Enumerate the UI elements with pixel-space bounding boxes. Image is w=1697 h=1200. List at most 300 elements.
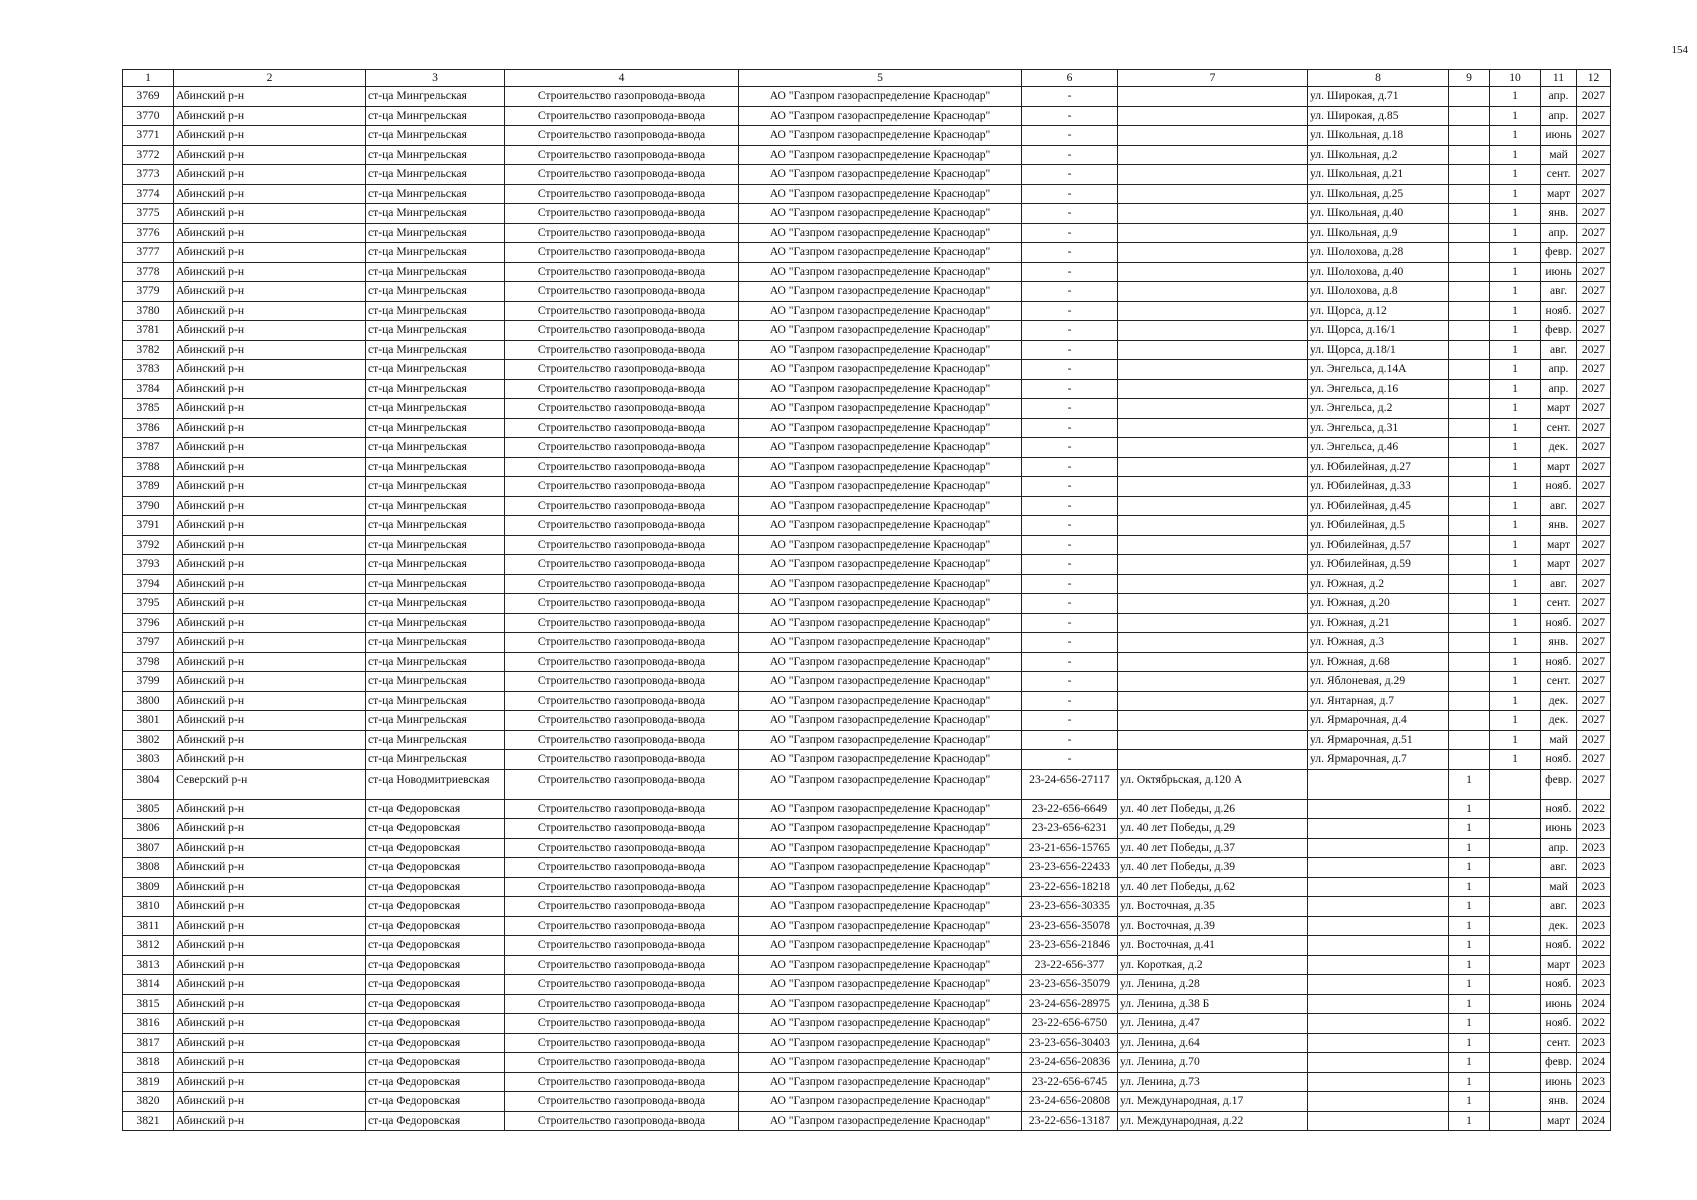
table-row [123,936,1611,956]
address-cell [1118,633,1308,653]
work-type-cell: Строительство газопровода-ввода [505,223,739,243]
organization-cell: АО "Газпром газораспределение Краснодар" [739,672,1022,692]
settlement-cell: ст-ца Мингрельская [366,321,505,341]
settlement-cell: ст-ца Мингрельская [366,379,505,399]
settlement-cell: ст-ца Мингрельская [366,535,505,555]
district-cell: Абинский р-н [174,1033,366,1053]
year-cell: 2027 [1577,360,1611,380]
table-row [123,457,1611,477]
district-cell: Абинский р-н [174,165,366,185]
organization-cell: АО "Газпром газораспределение Краснодар" [739,360,1022,380]
count-a-cell: 1 [1449,799,1490,819]
row-number: 3793 [123,555,174,575]
district-cell: Абинский р-н [174,1092,366,1112]
table-row [123,613,1611,633]
work-type-cell: Строительство газопровода-ввода [505,145,739,165]
settlement-cell: ст-ца Федоровская [366,858,505,878]
year-cell: 2027 [1577,399,1611,419]
address-cell [1118,184,1308,204]
month-cell: нояб. [1541,799,1577,819]
table-row [123,496,1611,516]
organization-cell: АО "Газпром газораспределение Краснодар" [739,223,1022,243]
count-a-cell: 1 [1449,955,1490,975]
address-cell [1118,457,1308,477]
table-row [123,955,1611,975]
count-b-cell: 1 [1490,418,1541,438]
month-cell: янв. [1541,1092,1577,1112]
district-cell: Абинский р-н [174,106,366,126]
month-cell: март [1541,184,1577,204]
application-number-cell: - [1022,360,1118,380]
application-number-cell: 23-22-656-6649 [1022,799,1118,819]
address-alt-cell [1308,799,1449,819]
year-cell: 2027 [1577,243,1611,263]
column-header: 5 [739,70,1022,87]
district-cell: Абинский р-н [174,750,366,770]
count-b-cell: 1 [1490,711,1541,731]
work-type-cell: Строительство газопровода-ввода [505,574,739,594]
table-row [123,204,1611,224]
settlement-cell: ст-ца Мингрельская [366,613,505,633]
year-cell: 2023 [1577,1033,1611,1053]
address-alt-cell: ул. Южная, д.68 [1308,652,1449,672]
district-cell: Абинский р-н [174,858,366,878]
count-a-cell [1449,633,1490,653]
address-cell [1118,282,1308,302]
column-header: 10 [1490,70,1541,87]
organization-cell: АО "Газпром газораспределение Краснодар" [739,975,1022,995]
organization-cell: АО "Газпром газораспределение Краснодар" [739,516,1022,536]
count-b-cell: 1 [1490,223,1541,243]
address-cell [1118,672,1308,692]
table-row [123,126,1611,146]
organization-cell: АО "Газпром газораспределение Краснодар" [739,838,1022,858]
address-alt-cell [1308,858,1449,878]
organization-cell: АО "Газпром газораспределение Краснодар" [739,1092,1022,1112]
work-type-cell: Строительство газопровода-ввода [505,633,739,653]
settlement-cell: ст-ца Федоровская [366,1053,505,1073]
application-number-cell: - [1022,574,1118,594]
month-cell: дек. [1541,711,1577,731]
address-cell [1118,730,1308,750]
work-type-cell: Строительство газопровода-ввода [505,936,739,956]
count-b-cell: 1 [1490,633,1541,653]
year-cell: 2027 [1577,126,1611,146]
address-alt-cell [1308,838,1449,858]
address-cell: ул. Восточная, д.41 [1118,936,1308,956]
application-number-cell: 23-23-656-30403 [1022,1033,1118,1053]
address-cell: ул. Октябрьская, д.120 А [1118,769,1308,799]
month-cell: февр. [1541,769,1577,799]
settlement-cell: ст-ца Федоровская [366,936,505,956]
application-number-cell: - [1022,691,1118,711]
year-cell: 2027 [1577,106,1611,126]
row-number: 3804 [123,769,174,799]
district-cell: Абинский р-н [174,262,366,282]
year-cell: 2027 [1577,379,1611,399]
settlement-cell: ст-ца Федоровская [366,994,505,1014]
work-type-cell: Строительство газопровода-ввода [505,1033,739,1053]
column-header: 2 [174,70,366,87]
table-row [123,594,1611,614]
work-type-cell: Строительство газопровода-ввода [505,340,739,360]
organization-cell: АО "Газпром газораспределение Краснодар" [739,262,1022,282]
organization-cell: АО "Газпром газораспределение Краснодар" [739,301,1022,321]
address-cell: ул. 40 лет Победы, д.62 [1118,877,1308,897]
district-cell: Абинский р-н [174,126,366,146]
column-header: 6 [1022,70,1118,87]
row-number: 3811 [123,916,174,936]
table-row [123,1053,1611,1073]
row-number: 3773 [123,165,174,185]
settlement-cell: ст-ца Мингрельская [366,633,505,653]
application-number-cell: - [1022,106,1118,126]
application-number-cell: - [1022,126,1118,146]
application-number-cell: - [1022,613,1118,633]
table-row [123,672,1611,692]
count-a-cell: 1 [1449,1033,1490,1053]
count-a-cell: 1 [1449,1014,1490,1034]
table-row [123,750,1611,770]
month-cell: февр. [1541,321,1577,341]
table-row [123,652,1611,672]
work-type-cell: Строительство газопровода-ввода [505,516,739,536]
work-type-cell: Строительство газопровода-ввода [505,87,739,107]
district-cell: Абинский р-н [174,477,366,497]
row-number: 3813 [123,955,174,975]
organization-cell: АО "Газпром газораспределение Краснодар" [739,457,1022,477]
table-row [123,897,1611,917]
column-header: 3 [366,70,505,87]
address-alt-cell: ул. Юбилейная, д.45 [1308,496,1449,516]
district-cell: Абинский р-н [174,691,366,711]
organization-cell: АО "Газпром газораспределение Краснодар" [739,613,1022,633]
settlement-cell: ст-ца Мингрельская [366,262,505,282]
year-cell: 2027 [1577,223,1611,243]
work-type-cell: Строительство газопровода-ввода [505,711,739,731]
work-type-cell: Строительство газопровода-ввода [505,477,739,497]
address-alt-cell: ул. Шолохова, д.28 [1308,243,1449,263]
organization-cell: АО "Газпром газораспределение Краснодар" [739,555,1022,575]
month-cell: янв. [1541,516,1577,536]
organization-cell: АО "Газпром газораспределение Краснодар" [739,858,1022,878]
count-b-cell: 1 [1490,340,1541,360]
count-b-cell [1490,769,1541,799]
row-number: 3781 [123,321,174,341]
row-number: 3791 [123,516,174,536]
organization-cell: АО "Газпром газораспределение Краснодар" [739,652,1022,672]
year-cell: 2027 [1577,613,1611,633]
application-number-cell: - [1022,321,1118,341]
settlement-cell: ст-ца Мингрельская [366,555,505,575]
address-alt-cell: ул. Школьная, д.18 [1308,126,1449,146]
application-number-cell: - [1022,652,1118,672]
table-body [123,87,1611,1131]
count-a-cell: 1 [1449,897,1490,917]
table-row [123,994,1611,1014]
year-cell: 2027 [1577,87,1611,107]
address-cell [1118,87,1308,107]
organization-cell: АО "Газпром газораспределение Краснодар" [739,1111,1022,1131]
count-a-cell: 1 [1449,858,1490,878]
address-alt-cell: ул. Юбилейная, д.5 [1308,516,1449,536]
settlement-cell: ст-ца Мингрельская [366,418,505,438]
table-row [123,87,1611,107]
organization-cell: АО "Газпром газораспределение Краснодар" [739,574,1022,594]
settlement-cell: ст-ца Федоровская [366,897,505,917]
page-number: 154 [1671,44,1688,56]
work-type-cell: Строительство газопровода-ввода [505,1014,739,1034]
organization-cell: АО "Газпром газораспределение Краснодар" [739,87,1022,107]
month-cell: март [1541,457,1577,477]
count-b-cell [1490,1033,1541,1053]
count-b-cell [1490,838,1541,858]
count-a-cell [1449,204,1490,224]
application-number-cell: 23-24-656-20808 [1022,1092,1118,1112]
settlement-cell: ст-ца Мингрельская [366,477,505,497]
count-a-cell [1449,243,1490,263]
organization-cell: АО "Газпром газораспределение Краснодар" [739,1033,1022,1053]
table-row [123,516,1611,536]
month-cell: авг. [1541,340,1577,360]
count-a-cell [1449,438,1490,458]
count-a-cell: 1 [1449,1092,1490,1112]
row-number: 3816 [123,1014,174,1034]
table-row [123,340,1611,360]
application-number-cell: - [1022,535,1118,555]
address-cell [1118,418,1308,438]
organization-cell: АО "Газпром газораспределение Краснодар" [739,379,1022,399]
count-b-cell [1490,994,1541,1014]
table-header [123,70,1611,87]
month-cell: май [1541,145,1577,165]
application-number-cell: - [1022,340,1118,360]
organization-cell: АО "Газпром газораспределение Краснодар" [739,496,1022,516]
work-type-cell: Строительство газопровода-ввода [505,360,739,380]
address-alt-cell: ул. Янтарная, д.7 [1308,691,1449,711]
work-type-cell: Строительство газопровода-ввода [505,975,739,995]
count-a-cell [1449,360,1490,380]
year-cell: 2023 [1577,838,1611,858]
month-cell: март [1541,535,1577,555]
year-cell: 2027 [1577,535,1611,555]
table-row [123,360,1611,380]
address-alt-cell: ул. Юбилейная, д.59 [1308,555,1449,575]
column-header: 9 [1449,70,1490,87]
month-cell: сент. [1541,165,1577,185]
settlement-cell: ст-ца Федоровская [366,799,505,819]
address-cell [1118,223,1308,243]
month-cell: июнь [1541,262,1577,282]
row-number: 3779 [123,282,174,302]
settlement-cell: ст-ца Мингрельская [366,145,505,165]
table-row [123,691,1611,711]
district-cell: Абинский р-н [174,711,366,731]
count-b-cell: 1 [1490,165,1541,185]
month-cell: дек. [1541,916,1577,936]
organization-cell: АО "Газпром газораспределение Краснодар" [739,730,1022,750]
row-number: 3783 [123,360,174,380]
address-alt-cell: ул. Школьная, д.21 [1308,165,1449,185]
count-b-cell: 1 [1490,379,1541,399]
application-number-cell: - [1022,672,1118,692]
application-number-cell: - [1022,165,1118,185]
district-cell: Абинский р-н [174,399,366,419]
count-a-cell [1449,730,1490,750]
organization-cell: АО "Газпром газораспределение Краснодар" [739,399,1022,419]
address-alt-cell: ул. Яблоневая, д.29 [1308,672,1449,692]
column-header: 8 [1308,70,1449,87]
count-a-cell [1449,594,1490,614]
address-cell [1118,379,1308,399]
column-header: 4 [505,70,739,87]
count-b-cell: 1 [1490,282,1541,302]
application-number-cell: - [1022,399,1118,419]
month-cell: сент. [1541,418,1577,438]
application-number-cell: - [1022,184,1118,204]
address-cell [1118,477,1308,497]
row-number: 3798 [123,652,174,672]
count-b-cell: 1 [1490,321,1541,341]
district-cell: Абинский р-н [174,936,366,956]
application-number-cell: - [1022,555,1118,575]
month-cell: апр. [1541,838,1577,858]
organization-cell: АО "Газпром газораспределение Краснодар" [739,711,1022,731]
year-cell: 2027 [1577,594,1611,614]
address-alt-cell: ул. Щорса, д.16/1 [1308,321,1449,341]
application-number-cell: - [1022,243,1118,263]
row-number: 3785 [123,399,174,419]
count-a-cell [1449,535,1490,555]
table-row [123,555,1611,575]
work-type-cell: Строительство газопровода-ввода [505,819,739,839]
district-cell: Абинский р-н [174,613,366,633]
count-a-cell [1449,379,1490,399]
settlement-cell: ст-ца Мингрельская [366,204,505,224]
count-b-cell: 1 [1490,243,1541,263]
count-a-cell: 1 [1449,838,1490,858]
row-number: 3778 [123,262,174,282]
count-b-cell: 1 [1490,750,1541,770]
row-number: 3792 [123,535,174,555]
row-number: 3795 [123,594,174,614]
count-b-cell [1490,877,1541,897]
month-cell: апр. [1541,106,1577,126]
settlement-cell: ст-ца Мингрельская [366,516,505,536]
address-alt-cell [1308,1092,1449,1112]
application-number-cell: - [1022,516,1118,536]
address-alt-cell: ул. Школьная, д.25 [1308,184,1449,204]
table-row [123,730,1611,750]
address-alt-cell: ул. Энгельса, д.2 [1308,399,1449,419]
table-row [123,535,1611,555]
row-number: 3815 [123,994,174,1014]
address-alt-cell: ул. Ярмарочная, д.51 [1308,730,1449,750]
count-a-cell [1449,106,1490,126]
table-row [123,418,1611,438]
address-alt-cell [1308,897,1449,917]
work-type-cell: Строительство газопровода-ввода [505,955,739,975]
year-cell: 2027 [1577,750,1611,770]
organization-cell: АО "Газпром газораспределение Краснодар" [739,321,1022,341]
district-cell: Абинский р-н [174,955,366,975]
address-cell: ул. 40 лет Победы, д.37 [1118,838,1308,858]
table-row [123,106,1611,126]
district-cell: Абинский р-н [174,243,366,263]
table-row [123,858,1611,878]
address-cell [1118,613,1308,633]
year-cell: 2023 [1577,819,1611,839]
row-number: 3775 [123,204,174,224]
row-number: 3817 [123,1033,174,1053]
district-cell: Абинский р-н [174,838,366,858]
year-cell: 2022 [1577,1014,1611,1034]
year-cell: 2027 [1577,418,1611,438]
work-type-cell: Строительство газопровода-ввода [505,691,739,711]
table-row [123,262,1611,282]
address-cell [1118,516,1308,536]
table-row [123,975,1611,995]
address-cell [1118,340,1308,360]
work-type-cell: Строительство газопровода-ввода [505,438,739,458]
count-a-cell [1449,87,1490,107]
address-alt-cell [1308,1072,1449,1092]
count-a-cell: 1 [1449,916,1490,936]
count-a-cell: 1 [1449,994,1490,1014]
district-cell: Абинский р-н [174,633,366,653]
year-cell: 2024 [1577,994,1611,1014]
count-b-cell: 1 [1490,574,1541,594]
address-alt-cell: ул. Юбилейная, д.27 [1308,457,1449,477]
settlement-cell: ст-ца Новодмитриевская [366,769,505,799]
district-cell: Абинский р-н [174,1111,366,1131]
settlement-cell: ст-ца Мингрельская [366,223,505,243]
address-alt-cell: ул. Южная, д.21 [1308,613,1449,633]
settlement-cell: ст-ца Федоровская [366,1111,505,1131]
address-cell [1118,243,1308,263]
work-type-cell: Строительство газопровода-ввода [505,165,739,185]
settlement-cell: ст-ца Федоровская [366,1014,505,1034]
organization-cell: АО "Газпром газораспределение Краснодар" [739,1072,1022,1092]
count-b-cell: 1 [1490,652,1541,672]
table-row [123,477,1611,497]
address-alt-cell [1308,769,1449,799]
district-cell: Абинский р-н [174,184,366,204]
application-number-cell: 23-22-656-6750 [1022,1014,1118,1034]
address-cell: ул. Ленина, д.47 [1118,1014,1308,1034]
count-a-cell [1449,165,1490,185]
address-alt-cell [1308,955,1449,975]
application-number-cell: - [1022,496,1118,516]
organization-cell: АО "Газпром газораспределение Краснодар" [739,691,1022,711]
month-cell: авг. [1541,282,1577,302]
table-row [123,819,1611,839]
work-type-cell: Строительство газопровода-ввода [505,262,739,282]
settlement-cell: ст-ца Мингрельская [366,184,505,204]
work-type-cell: Строительство газопровода-ввода [505,106,739,126]
address-cell: ул. Ленина, д.64 [1118,1033,1308,1053]
application-number-cell: - [1022,438,1118,458]
application-number-cell: 23-24-656-27117 [1022,769,1118,799]
count-b-cell [1490,916,1541,936]
row-number: 3799 [123,672,174,692]
settlement-cell: ст-ца Мингрельская [366,457,505,477]
count-a-cell: 1 [1449,1072,1490,1092]
application-number-cell: - [1022,379,1118,399]
address-cell [1118,750,1308,770]
count-a-cell: 1 [1449,1053,1490,1073]
month-cell: нояб. [1541,750,1577,770]
